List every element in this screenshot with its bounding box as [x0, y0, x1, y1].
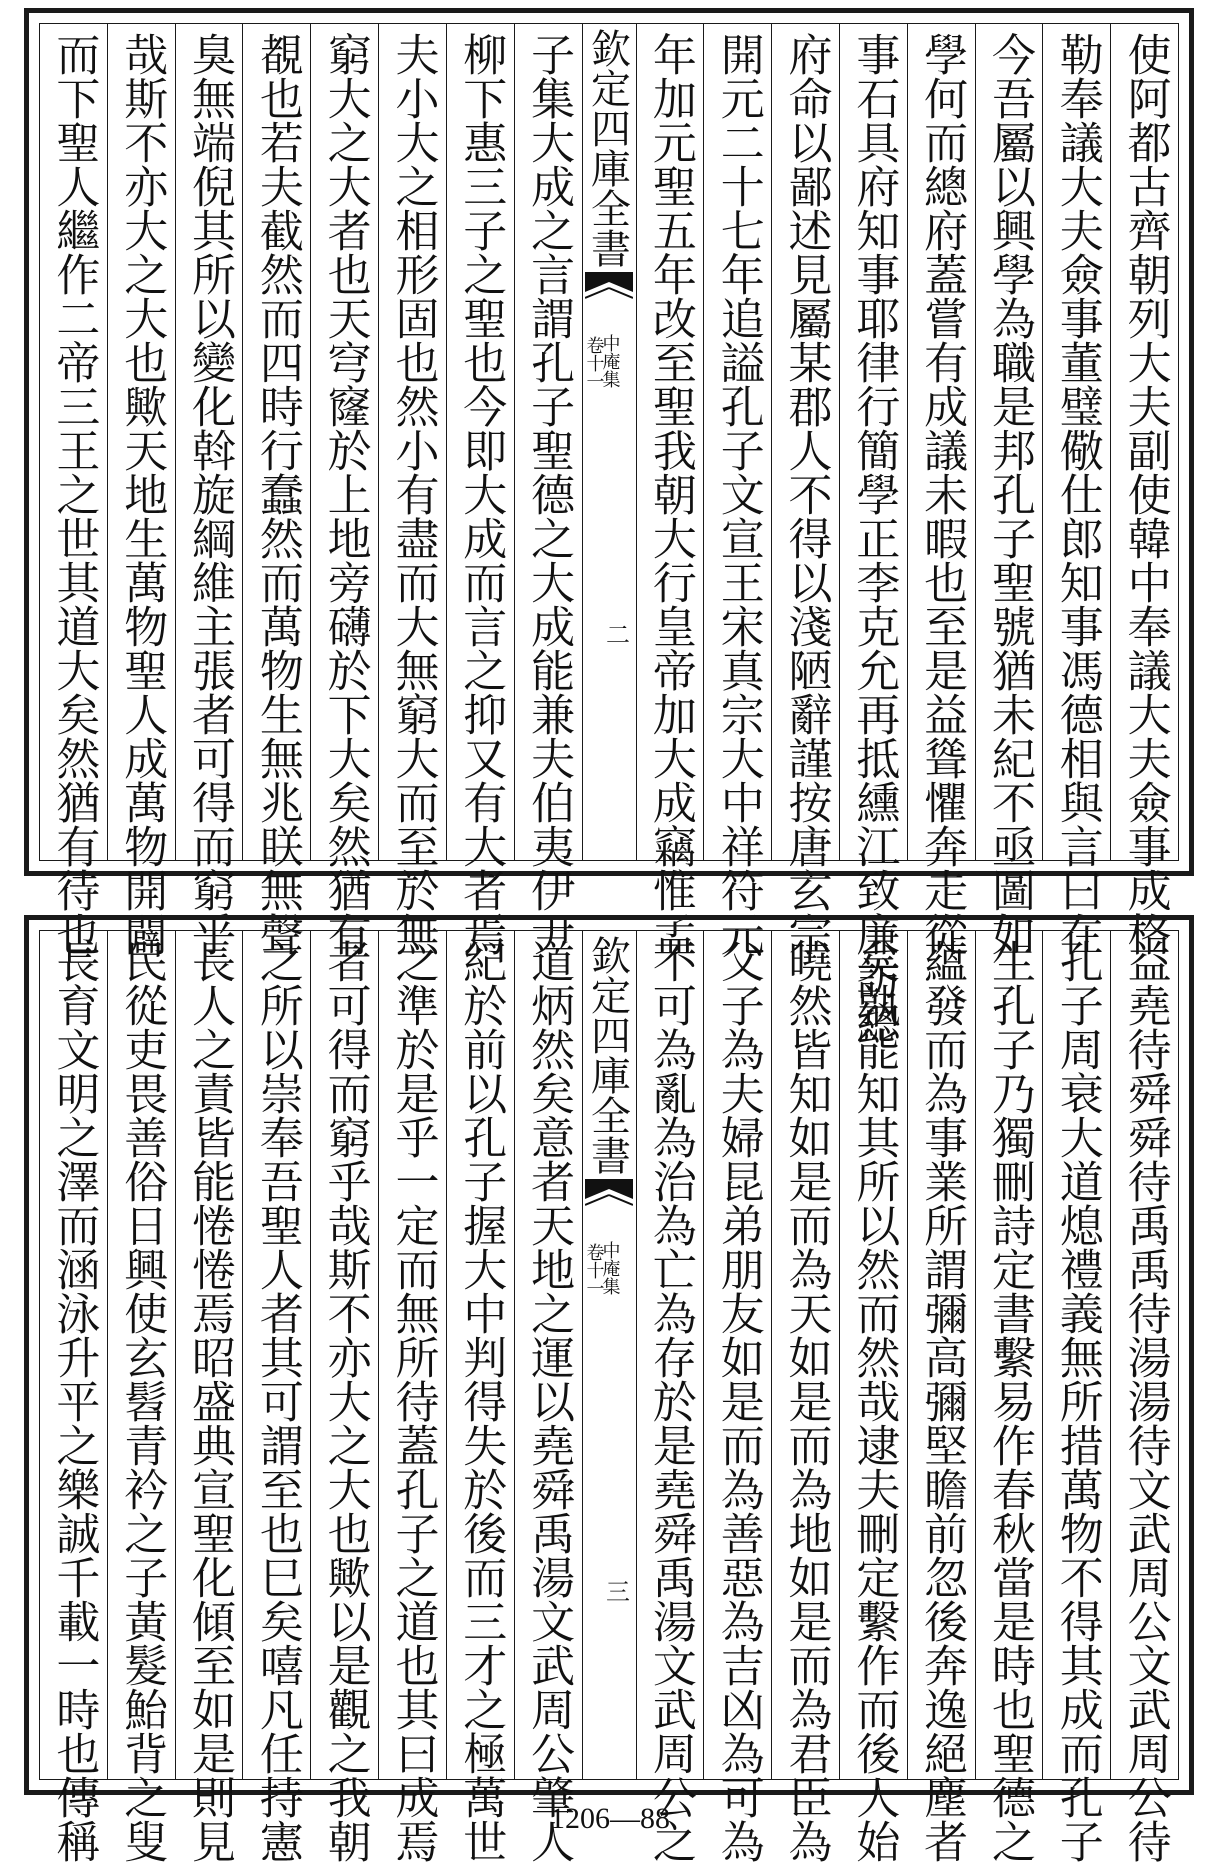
text-column: 事石具府知事耶律行簡學正李克允再抵纁江致廉訪總 [839, 24, 907, 860]
text-column: 勒奉議大夫僉事董璧儆仕郎知事馮德相與言曰在 [1042, 24, 1110, 860]
text-column: 子集大成之言謂孔子聖德之大成能兼夫伯夷伊尹 [514, 24, 582, 860]
text-column: 年加元聖五年改至聖我朝大行皇帝加大成竊惟孟 [636, 24, 704, 860]
volume-label: 卷十一 [583, 336, 605, 390]
text-column: 覩也若夫截然而四時行蠢然而萬物生無兆眹無聲 [242, 24, 310, 860]
text-column: 益堯待舜舜待禹禹待湯湯待文武周公文武周公待 [1110, 931, 1178, 1779]
text-column: 紀於前以孔子握大中判得失於後而三才之極萬世 [446, 931, 514, 1779]
text-column: 今吾屬以興學為職是邦孔子聖號猶未紀不亟圖如 [975, 24, 1043, 860]
fish-tail-mark-icon [585, 272, 633, 332]
page-number: 二 [601, 622, 630, 646]
library-title: 欽定四庫全書 [584, 935, 631, 1175]
upper-page [24, 8, 1194, 1044]
text-column: 窮大之大者也天穹窿於上地旁礴於下大矣然猶有 [310, 24, 378, 860]
text-column: 柳下惠三子之聖也今即大成而言之抑又有大者焉 [446, 24, 514, 860]
volume-label: 卷十一 [583, 1243, 605, 1297]
text-column: 不可為亂為治為亡為存於是堯舜禹湯文武周公之 [636, 931, 704, 1779]
text-column: 使阿都古齊朝列大夫副使韓中奉議大夫僉事成格 [1110, 24, 1178, 860]
text-column: 孔子周衰大道熄禮義無所措萬物不得其成而孔子 [1042, 931, 1110, 1779]
upper-page-columns [40, 24, 1178, 1044]
book-title: 中庵集 [599, 334, 621, 388]
page-footer-number: 1206—88 [550, 1802, 670, 1835]
book-title: 中庵集 [599, 1241, 621, 1295]
text-column: 開元二十七年追謚孔子文宣王宋真宗大中祥符元 [703, 24, 771, 860]
text-column: 哉斯不亦大之大也歟天地生萬物聖人成萬物開闢 [107, 24, 175, 860]
text-column: 之所以崇奉吾聖人者其可謂至也巳矣嘻凡任持憲 [242, 931, 310, 1779]
text-column: 曉然皆知如是而為天如是而為地如是而為君臣為 [771, 931, 839, 1779]
text-column: 夫小大之相形固也然小有盡而大無窮大而至於無 [378, 24, 446, 860]
center-fold [582, 24, 636, 860]
fish-tail-mark-icon [585, 1179, 633, 1239]
text-column: 長育文明之澤而涵泳升平之樂誠千載一時也傳稱 [48, 939, 100, 1863]
text-column: 府命以鄙述見屬某郡人不得以淺陋辭謹按唐玄宗 [771, 24, 839, 860]
page-number: 三 [601, 1579, 630, 1603]
text-column: 長人之責皆能惓惓焉昭盛典宣聖化傾至如是則見 [175, 931, 243, 1779]
text-column: 臭無端倪其所以變化斡旋綱維主張者可得而窮乎 [175, 24, 243, 860]
text-column: 之準於是乎一定而無所待蓋孔子之道也其曰成焉 [378, 931, 446, 1779]
library-title: 欽定四庫全書 [584, 28, 631, 268]
text-column: 而下聖人繼作二帝三王之世其道大矣然猶有待也 [48, 32, 100, 956]
text-column: 道炳然矣意者天地之運以堯舜禹湯文武周公肇人 [514, 931, 582, 1779]
upper-page-frame [39, 23, 1179, 1044]
text-column: 蘊發而為事業所謂彌高彌堅瞻前忽後奔逸絕塵者 [907, 931, 975, 1779]
text-column: 學何而總府蓋嘗有成議未暇也至是益聳懼奔走從 [907, 24, 975, 860]
text-column: 生孔子乃獨刪詩定書繫易作春秋當是時也聖德之 [975, 931, 1043, 1779]
text-column: 民從吏畏善俗日興使玄髫青衿之子黃髮鮐背之叟 [107, 931, 175, 1779]
text-column: 者可得而窮乎哉斯不亦大之大也歟以是觀之我朝 [310, 931, 378, 1779]
text-column: 矣孰能知其所以然而然哉逮夫刪定繫作而後人始 [839, 931, 907, 1779]
center-fold [582, 931, 636, 1779]
text-column: 父子為夫婦昆弟朋友如是而為善惡為吉凶為可為 [703, 931, 771, 1779]
